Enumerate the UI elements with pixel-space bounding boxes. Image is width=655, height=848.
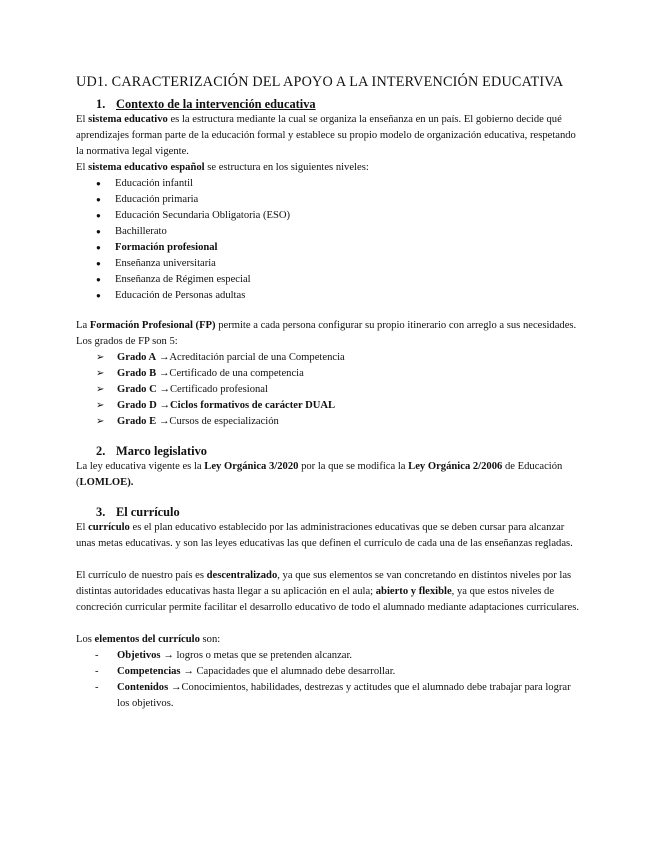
section-title: Marco legislativo bbox=[116, 444, 207, 458]
arrow-bullet-icon: ➢ bbox=[96, 416, 105, 427]
section-number: 3. bbox=[96, 505, 106, 519]
list-item: ● Enseñanza de Régimen especial bbox=[76, 272, 581, 288]
section-number: 1. bbox=[96, 97, 106, 111]
list-item: ➢ Grado D →Ciclos formativos de carácter DUAL bbox=[76, 398, 581, 414]
list-item: ➢ Grado A →Acreditación parcial de una Competencia bbox=[76, 350, 581, 366]
bullet-icon: ● bbox=[96, 291, 101, 300]
list-item: ➢ Grado C →Certificado profesional bbox=[76, 382, 581, 398]
section-2-heading bbox=[76, 444, 581, 459]
paragraph: El currículo de nuestro país es descentralizado, ya que sus elementos se van concretando en distintos niveles por las distintas autoridades educativas hasta llegar a su aplicación en el aula; abierto y flexible, ya que estos niveles de concreción curricular permite facilitar el desarrollo educativo de todo el alumnado mediante adaptaciones curriculares. bbox=[76, 570, 579, 613]
paragraph: Los grados de FP son 5: bbox=[76, 336, 178, 347]
list-item: ● Educación Secundaria Obligatoria (ESO) bbox=[76, 208, 581, 224]
section-title: Contexto de la intervención educativa bbox=[116, 97, 316, 111]
bullet-icon: ● bbox=[96, 179, 101, 188]
elements-list bbox=[76, 648, 581, 712]
list-item: ➢ Grado E →Cursos de especialización bbox=[76, 414, 581, 430]
list-item: - Competencias → Capacidades que el alumnado debe desarrollar. bbox=[76, 664, 581, 680]
section-title: El currículo bbox=[116, 505, 180, 519]
list-item: ➢ Grado B →Certificado de una competencia bbox=[76, 366, 581, 382]
bullet-icon: ● bbox=[96, 211, 101, 220]
bullet-icon: ● bbox=[96, 243, 101, 252]
list-item: ● Formación profesional bbox=[76, 240, 581, 256]
list-item: ● Educación de Personas adultas bbox=[76, 288, 581, 304]
levels-list bbox=[76, 176, 581, 304]
paragraph: El sistema educativo es la estructura mediante la cual se organiza la enseñanza en un país. El gobierno decide qué aprendizajes forman parte de la educación formal y establece su propio modelo de organización educativa, respetando la normativa legal vigente. bbox=[76, 114, 576, 157]
bullet-icon: ● bbox=[96, 227, 101, 236]
dash-marker: - bbox=[95, 650, 99, 661]
section-number: 2. bbox=[96, 444, 106, 458]
bullet-icon: ● bbox=[96, 275, 101, 284]
list-item: ● Educación infantil bbox=[76, 176, 581, 192]
section-3-heading bbox=[76, 505, 581, 520]
list-item: - Contenidos →Conocimientos, habilidades, destrezas y actitudes que el alumnado debe trabajar para lograr los objetivos. bbox=[95, 682, 571, 709]
paragraph: Los elementos del currículo son: bbox=[76, 634, 221, 645]
section-1-heading bbox=[76, 97, 581, 112]
list-item: ● Enseñanza universitaria bbox=[76, 256, 581, 272]
paragraph: El sistema educativo español se estructura en los siguientes niveles: bbox=[76, 162, 369, 173]
list-item: ● Bachillerato bbox=[76, 224, 581, 240]
arrow-bullet-icon: ➢ bbox=[96, 352, 105, 363]
list-item: ● Educación primaria bbox=[76, 192, 581, 208]
paragraph: La ley educativa vigente es la Ley Orgánica 3/2020 por la que se modifica la Ley Orgánica 2/2006 de Educación (LOMLOE). bbox=[76, 461, 563, 488]
dash-marker: - bbox=[95, 666, 99, 677]
dash-marker: - bbox=[95, 682, 99, 693]
paragraph: La Formación Profesional (FP) permite a cada persona configurar su propio itinerario con arreglo a sus necesidades. bbox=[76, 320, 577, 331]
paragraph: El currículo es el plan educativo establecido por las administraciones educativas que se deben cursar para alcanzar unas metas educativas. y son las leyes educativas las que definen el currículo de cada una de las enseñanzas regladas. bbox=[76, 522, 573, 549]
bullet-icon: ● bbox=[96, 259, 101, 268]
arrow-bullet-icon: ➢ bbox=[96, 400, 105, 411]
list-item: - Objetivos → logros o metas que se pretenden alcanzar. bbox=[76, 648, 581, 664]
arrow-bullet-icon: ➢ bbox=[96, 384, 105, 395]
bullet-icon: ● bbox=[96, 195, 101, 204]
arrow-bullet-icon: ➢ bbox=[96, 368, 105, 379]
grades-list bbox=[76, 350, 581, 430]
document-title: UD1. CARACTERIZACIÓN DEL APOYO A LA INTERVENCIÓN EDUCATIVA bbox=[76, 74, 564, 90]
